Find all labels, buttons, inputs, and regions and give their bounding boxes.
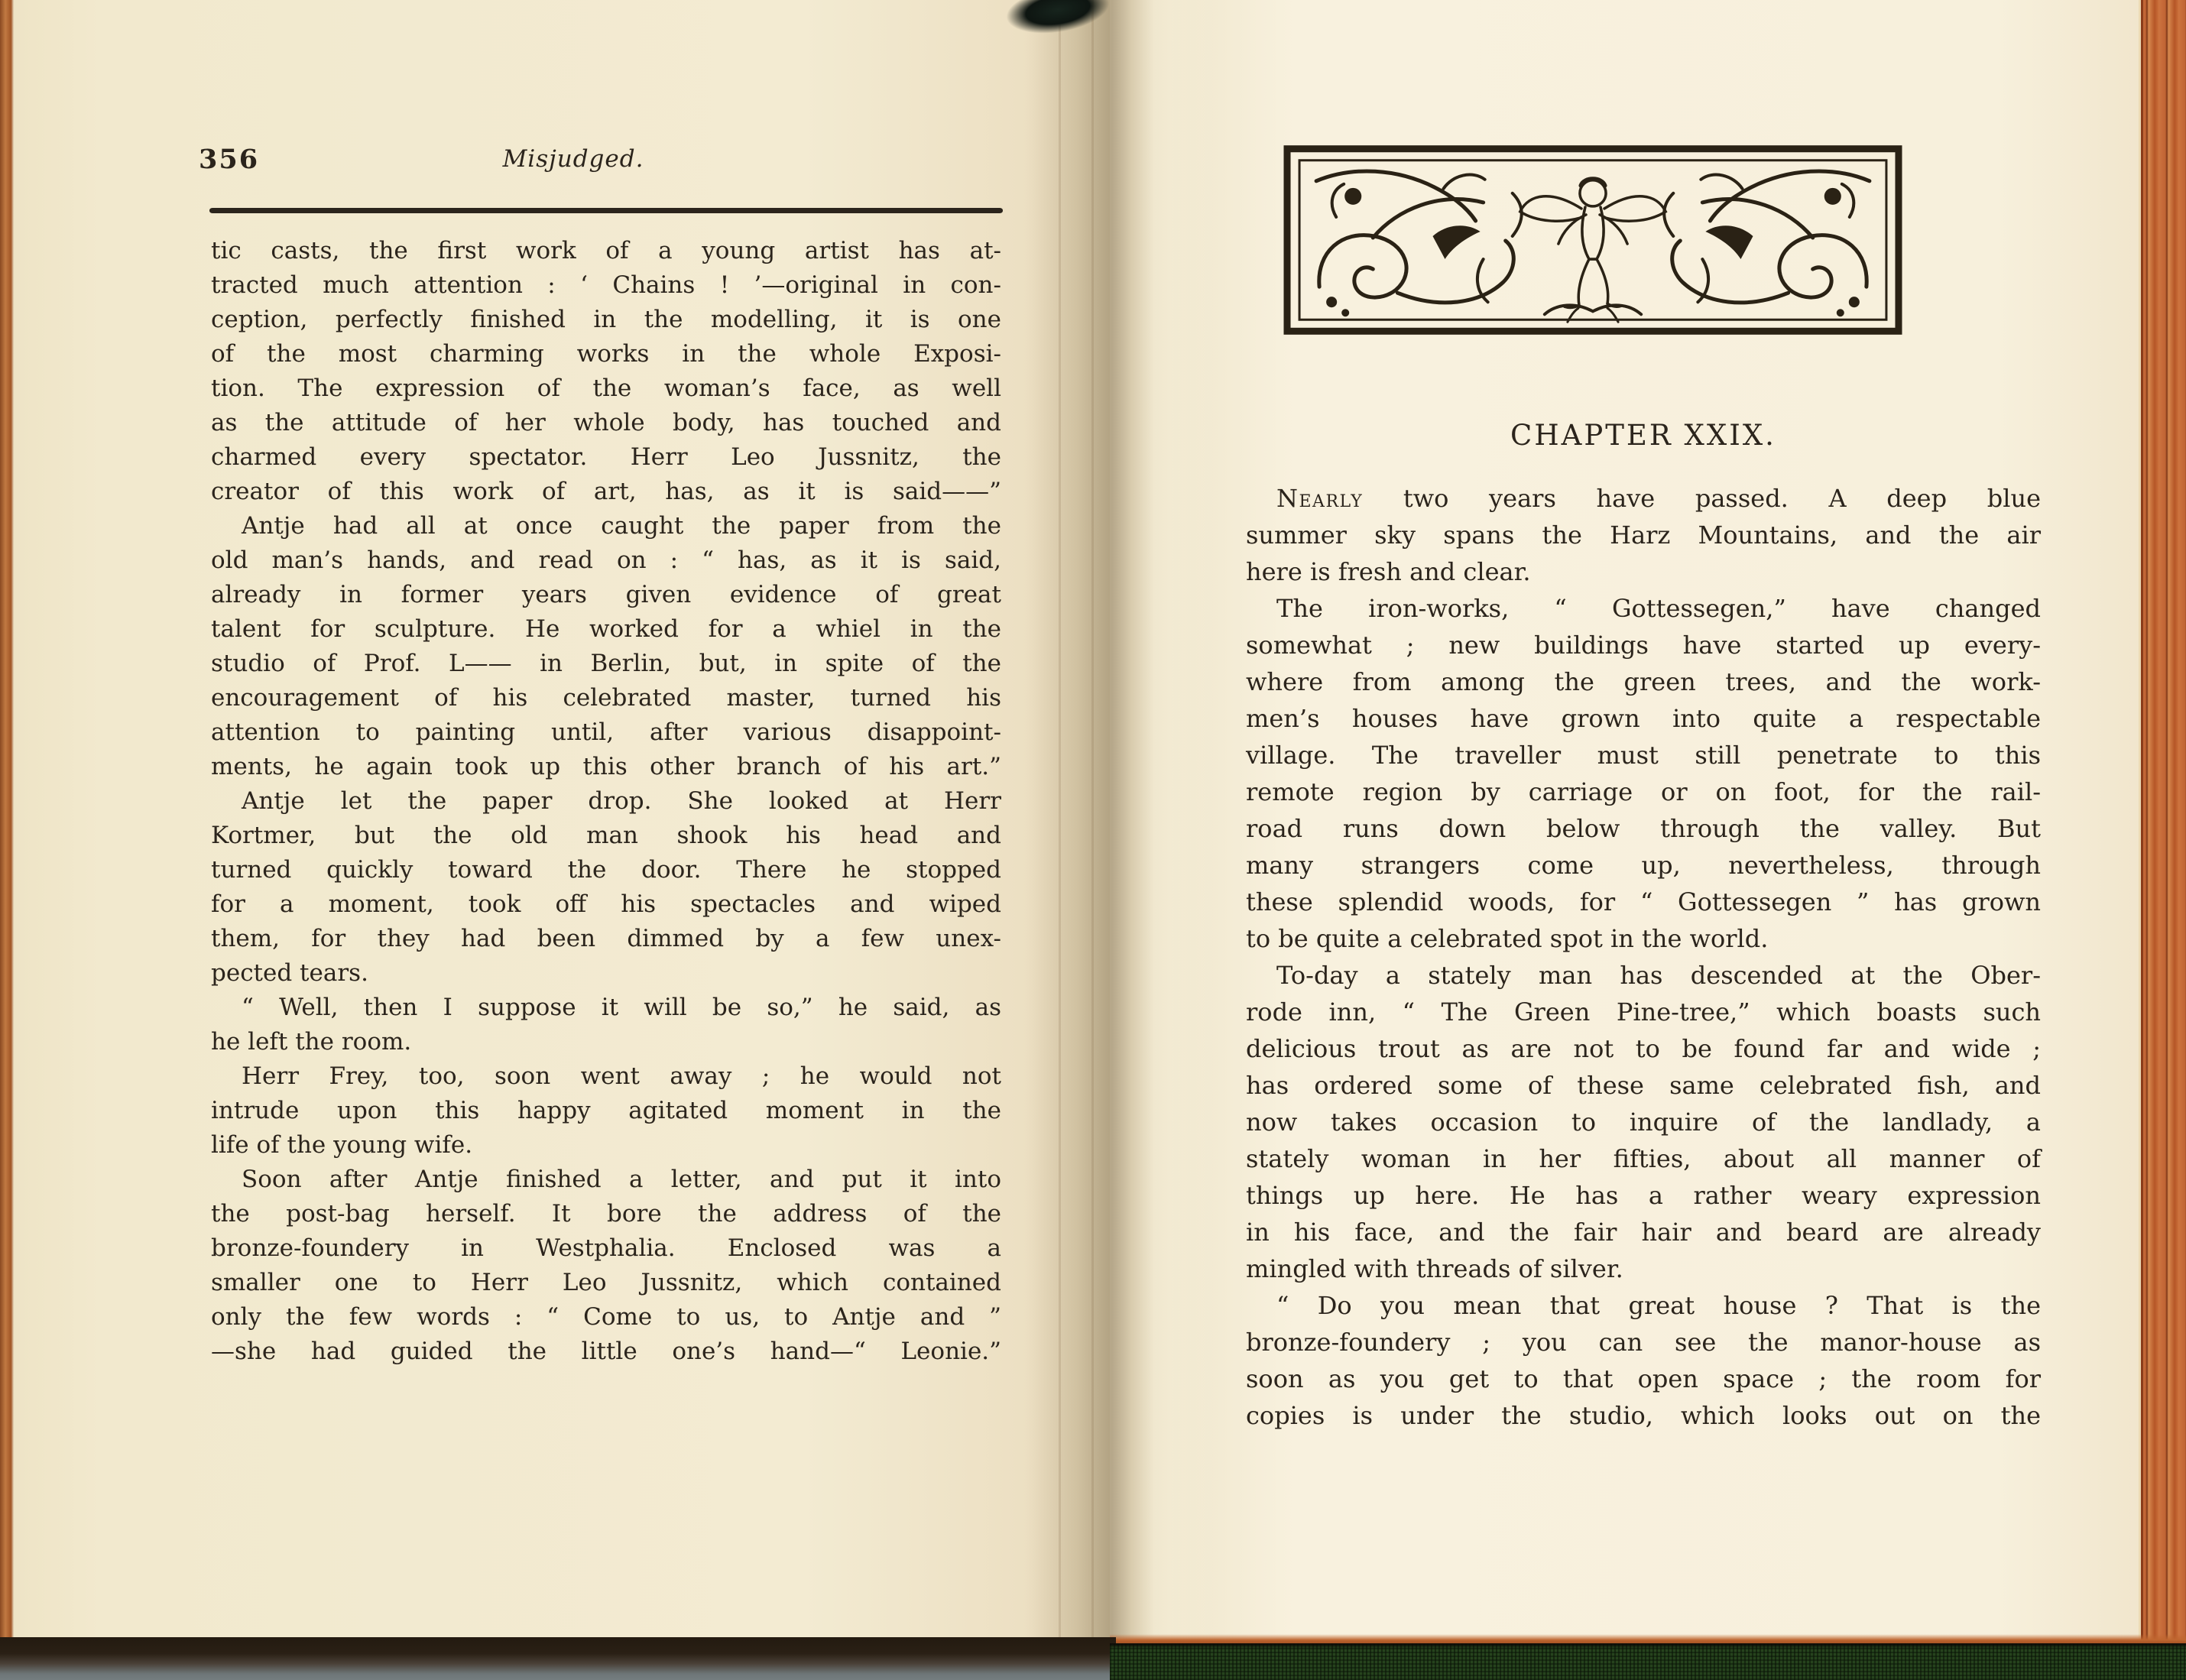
text-line: Antje had all at once caught the paper from the <box>242 512 1001 540</box>
text-line: somewhat ; new buildings have started up every- <box>1246 631 2041 660</box>
text-line: the post-bag herself. It bore the address of the <box>211 1200 1001 1228</box>
text-line: ception, perfectly finished in the modelling, it is one <box>211 306 1001 333</box>
text-line: Soon after Antje finished a letter, and put it into <box>242 1166 1001 1193</box>
left-page-body <box>211 234 1001 1369</box>
text-line: only the few words : “ Come to us, to Antje and ” <box>211 1303 1001 1331</box>
lead-rest: two years have passed. A deep blue <box>1363 484 2041 513</box>
left-page-edge-strip <box>0 0 14 1645</box>
text-line: now takes occasion to inquire of the landlady, a <box>1246 1108 2041 1137</box>
text-line: in his face, and the fair hair and beard are already <box>1246 1218 2041 1247</box>
text-line: studio of Prof. L—— in Berlin, but, in spite of the <box>211 650 1001 677</box>
text-line: rode inn, “ The Green Pine-tree,” which boasts such <box>1246 997 2041 1026</box>
text-line: bronze-foundery in Westphalia. Enclosed was a <box>211 1234 1001 1262</box>
text-line: has ordered some of these same celebrated fish, and <box>1246 1071 2041 1100</box>
text-line: delicious trout as are not to be found far and wide ; <box>1246 1034 2041 1063</box>
text-line: old man’s hands, and read on : “ has, as it is said, <box>211 546 1001 574</box>
text-line: encouragement of his celebrated master, turned his <box>211 684 1001 712</box>
header-rule <box>209 208 1003 213</box>
text-line: —she had guided the little one’s hand—“ Leonie.” <box>211 1338 1001 1365</box>
text-line: as the attitude of her whole body, has touched and <box>211 409 1001 436</box>
right-page <box>1110 0 2139 1643</box>
text-line: stately woman in her fifties, about all manner of <box>1246 1144 2041 1173</box>
text-line: intrude upon this happy agitated moment in the <box>211 1097 1001 1124</box>
text-line: of the most charming works in the whole Exposi- <box>211 340 1001 368</box>
text-line: to be quite a celebrated spot in the world. <box>1246 924 1769 953</box>
text-line: these splendid woods, for “ Gottessegen ” has grown <box>1246 887 2041 916</box>
text-line: The iron-works, “ Gottessegen,” have changed <box>1276 594 2041 623</box>
text-line: copies is under the studio, which looks out on the <box>1246 1401 2041 1430</box>
text-line: attention to painting until, after various disappoint- <box>211 718 1001 746</box>
text-line: creator of this work of art, has, as it is said——” <box>211 478 1001 505</box>
text-line: bronze-foundery ; you can see the manor-house as <box>1246 1328 2041 1357</box>
right-page-body <box>1246 480 2041 1434</box>
text-line: “ Do you mean that great house ? That is the <box>1276 1291 2041 1320</box>
text-line: where from among the green trees, and the work- <box>1246 667 2041 696</box>
text-line: summer sky spans the Harz Mountains, and the air <box>1246 521 2041 550</box>
running-header: Misjudged. <box>502 145 644 173</box>
text-line: tion. The expression of the woman’s face, as well <box>211 375 1001 402</box>
text-line: life of the young wife. <box>211 1131 473 1159</box>
cherub-foliage-ornament-icon <box>1283 144 1903 336</box>
text-line: pected tears. <box>211 959 368 987</box>
text-line: Antje let the paper drop. She looked at Herr <box>242 787 1001 815</box>
text-line: road runs down below through the valley. But <box>1246 814 2041 843</box>
text-line: tic casts, the first work of a young artist has at- <box>211 237 1001 264</box>
right-page-edges-strip <box>2139 0 2186 1648</box>
text-line: for a moment, took off his spectacles and wiped <box>211 890 1001 918</box>
text-line: To-day a stately man has descended at the Ober- <box>1276 961 2041 990</box>
text-line: already in former years given evidence of great <box>211 581 1001 608</box>
page-number: 356 <box>199 144 260 175</box>
text-line: mingled with threads of silver. <box>1246 1254 1623 1283</box>
green-cloth-cover <box>1110 1643 2186 1680</box>
text-line: ments, he again took up this other branch of his art.” <box>211 753 1001 780</box>
text-line: village. The traveller must still penetrate to this <box>1246 741 2041 770</box>
text-line: remote region by carriage or on foot, for the rail- <box>1246 777 2041 806</box>
text-line: tracted much attention : ‘ Chains ! ’—original in con- <box>211 271 1001 299</box>
text-line <box>1246 480 2041 517</box>
lead-word: Nearly <box>1276 484 1364 513</box>
text-line: smaller one to Herr Leo Jussnitz, which contained <box>211 1269 1001 1296</box>
text-line: he left the room. <box>211 1028 412 1056</box>
text-line: Kortmer, but the old man shook his head and <box>211 822 1001 849</box>
text-line: here is fresh and clear. <box>1246 557 1531 586</box>
cherub-figure <box>1520 179 1665 322</box>
text-line: “ Well, then I suppose it will be so,” he said, as <box>242 994 1001 1021</box>
left-page <box>14 0 1110 1637</box>
text-line: things up here. He has a rather weary expression <box>1246 1181 2041 1210</box>
bottom-shadow <box>0 1637 1116 1680</box>
text-line: Herr Frey, too, soon went away ; he would not <box>242 1062 1001 1090</box>
text-line: soon as you get to that open space ; the room for <box>1246 1364 2041 1393</box>
text-line: men’s houses have grown into quite a respectable <box>1246 704 2041 733</box>
text-line: them, for they had been dimmed by a few unex- <box>211 925 1001 952</box>
text-line: talent for sculpture. He worked for a whiel in the <box>211 615 1001 643</box>
chapter-heading: CHAPTER XXIX. <box>1510 419 1776 452</box>
text-line: many strangers come up, nevertheless, through <box>1246 851 2041 880</box>
text-line: charmed every spectator. Herr Leo Jussnitz, the <box>211 443 1001 471</box>
text-line: turned quickly toward the door. There he stopped <box>211 856 1001 884</box>
